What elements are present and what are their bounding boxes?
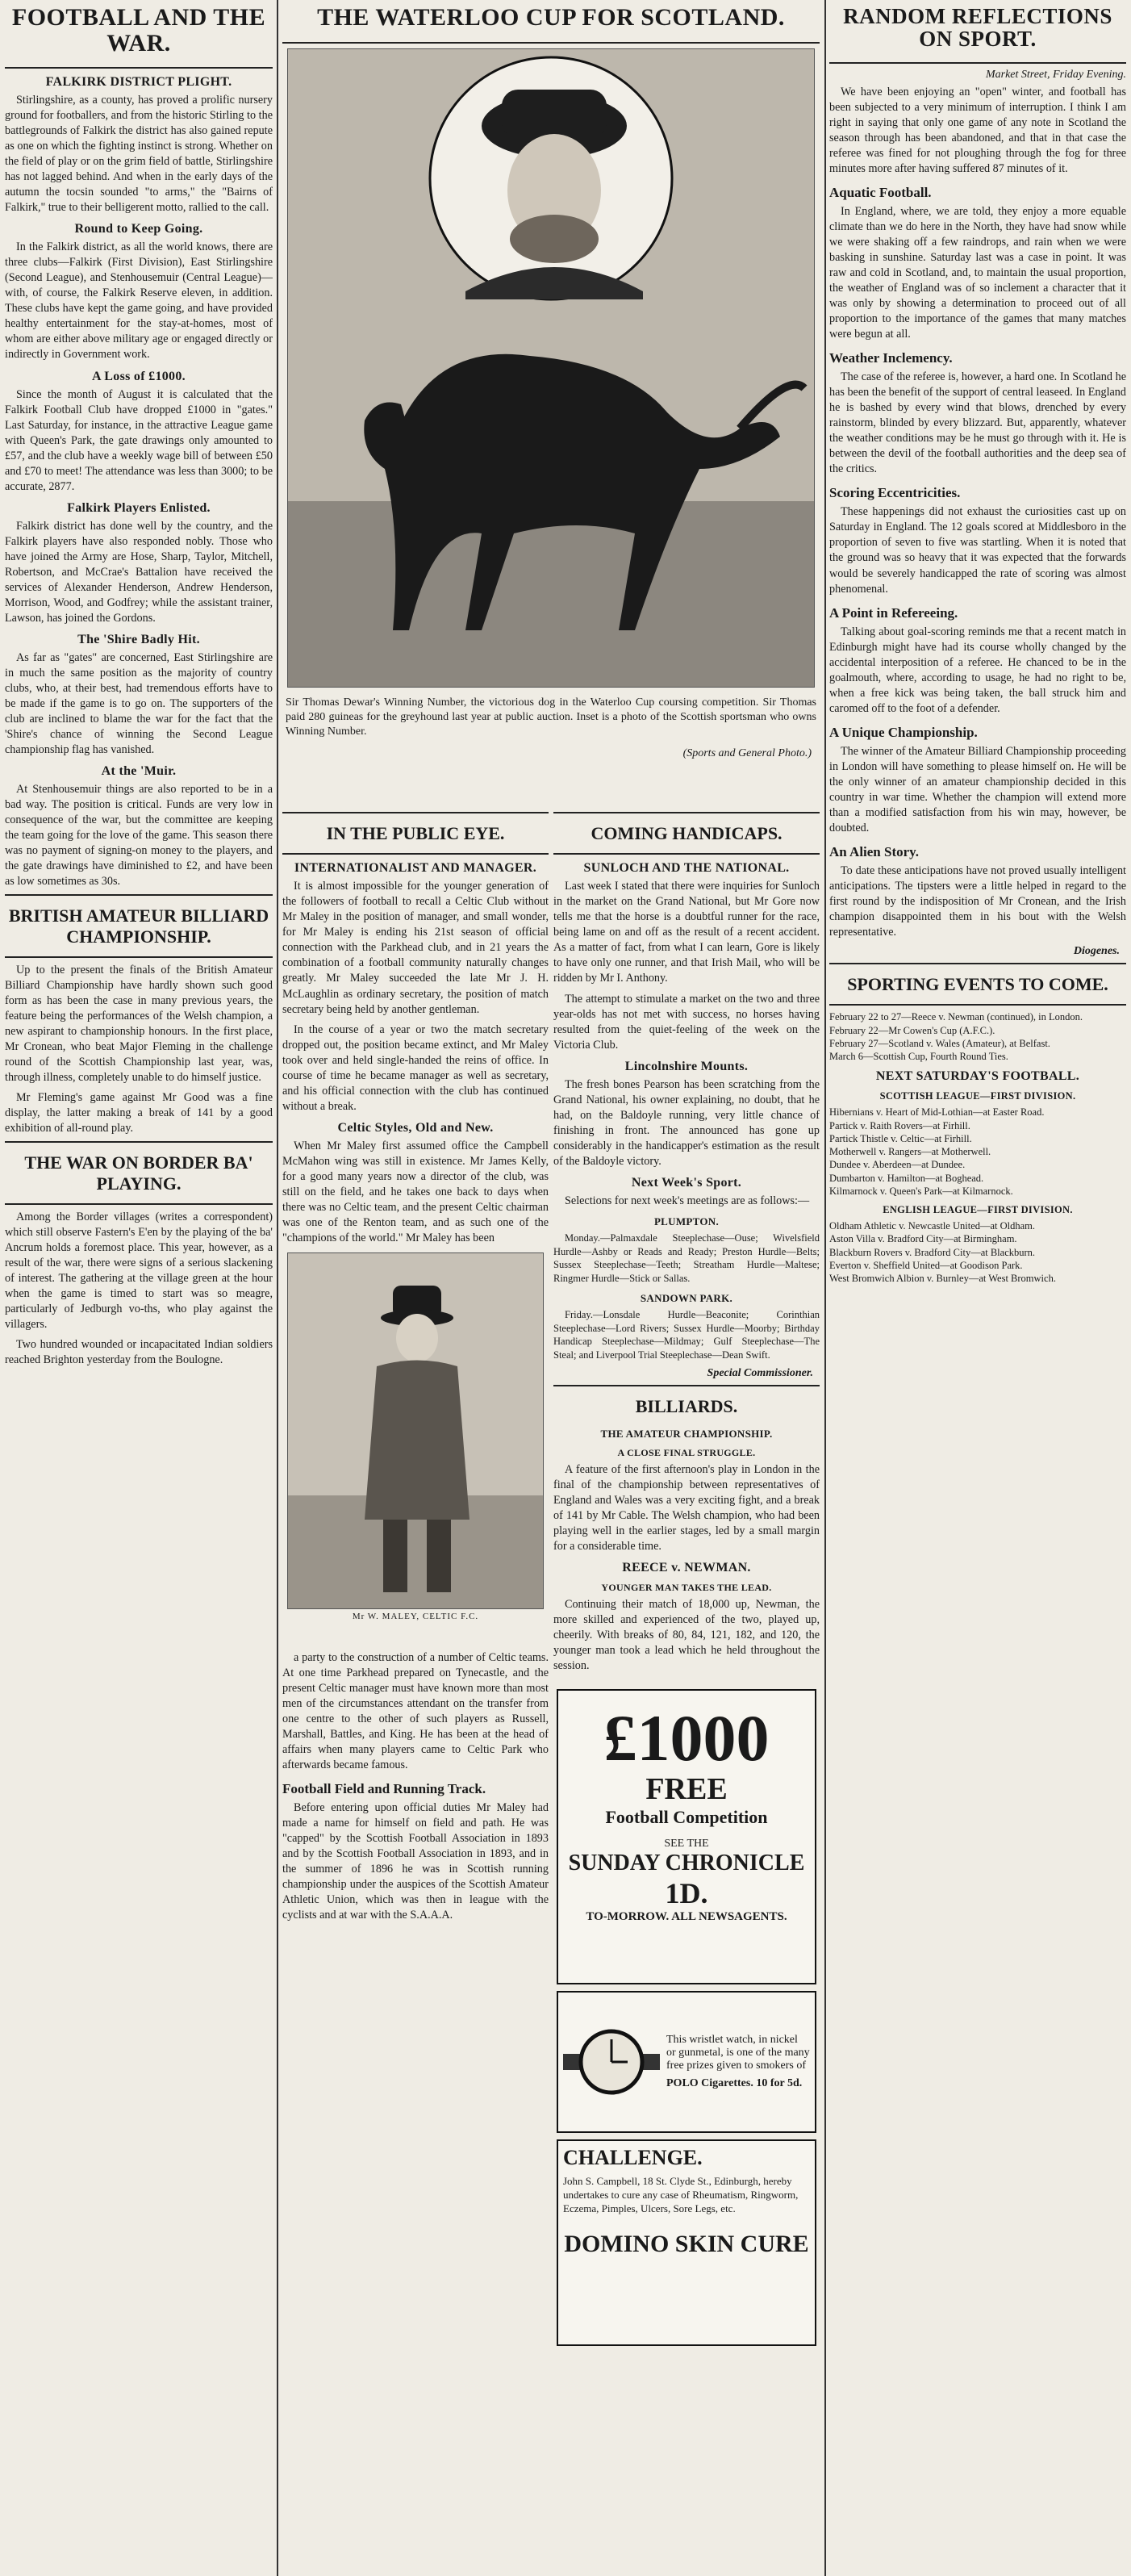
paper-name: SUNDAY CHRONICLE [568, 1850, 805, 1876]
section-title: Scoring Eccentricities. [829, 485, 961, 501]
section-title: Weather Inclemency. [829, 350, 953, 366]
signature: Diogenes. [1073, 945, 1120, 958]
fixtures-list: Hibernians v. Heart of Mid-Lothian—at Easter Road. Partick v. Raith Rovers—at Firhill. Partick Thistle v. Celtic—at Firhill. Motherwell v. Rangers—at Motherwell. Dundee v. Aberdeen—at Dundee. Dumbarton v. Hamilton—at Boghead. Kilmarnock v. Queen's Park—at Kilmarnock. [829, 1106, 1045, 1197]
article-paragraph: When Mr Maley first assumed office the Campbell McMahon wing was still in existence. Mr James Kelly, for a good many years now a director of the club, was still on the field, and he takes one back to days when there was no Celtic team, and the present Celtic chairman was one of the Renton team, and as such one of the "champions of the world." Mr Maley has been [282, 1139, 549, 1244]
section-title: The 'Shire Badly Hit. [77, 632, 200, 646]
heading-sporting-events: SPORTING EVENTS TO COME. [847, 974, 1108, 995]
article-paragraph: As far as "gates" are concerned, East Stirlingshire are in much the same position as the majority of country clubs, who, at their best, had tremendous efforts have to be made if the game is to go on. The supporters of the club are inclined to blame the war for the fact that the 'Shire's chance of winning the Second League championship flag has vanished. [5, 650, 273, 757]
article-paragraph: It is almost impossible for the younger generation of the followers of football to recall a Celtic Club without Mr Maley in the position of manager, and small wonder, for Mr Maley is ending his 21st season of official connection with the Parkhead club, and in 21 years the combination of a football community naturally changes greatly. Mr Maley succeeded the late Mr J. H. McLaughlin as ordinary secretary, the position of match secretary being held by another gentleman. [282, 880, 549, 1016]
article-paragraph: These happenings did not exhaust the curiosities cast up on Saturday in England. The 12 goals scored at Middlesboro in the proportion of seven to five was startling. When it is noted that the ground was so heavy that it was expected that the forwards would be severely handicapped the rate of scoring was almost phenomenal. [829, 505, 1126, 596]
subhead-internationalist: INTERNATIONALIST AND MANAGER. [294, 861, 537, 876]
section-title: Lincolnshire Mounts. [624, 1059, 749, 1073]
heading-public-eye: IN THE PUBLIC EYE. [326, 823, 505, 843]
photo-caption: Sir Thomas Dewar's Winning Number, the victorious dog in the Waterloo Cup coursing competition. Sir Thomas paid 280 guineas for the greyhound last year at public auction. Inset is a photo of the Scottish sportsman who owns Winning Number. [286, 696, 816, 738]
article-paragraph: The case of the referee is, however, a hard one. In Scotland he has been the benefit of the support of central leaseed. In England he is bashed by every wind that blows, drenched by every rainstorm, blinded by every blizzard. But, apparently, whatever the weather conditions may be he must go through with it. He is between the devil of the football authorities and the deep sea of the critics. [829, 370, 1126, 476]
article-paragraph: Since the month of August it is calculated that the Falkirk Football Club have dropped £1000 in "gates." Last Saturday, for instance, in the attractive League game with Queen's Park, the gate drawings only amounted to £57, and the club have a weekly wage bill of between £50 and £70 to meet! The attendance was less than 3000; to be accurate, 2877. [5, 387, 273, 493]
divider [553, 853, 820, 855]
section-title: Aquatic Football. [829, 184, 932, 200]
advertisements [553, 1683, 820, 2570]
prize-amount: £1000 [603, 1701, 770, 1775]
article-paragraph: Among the Border villages (writes a correspondent) which still observe Fastern's E'en by the playing of the ba' Ancrum holds a foremost place. This year, however, as a result of the war, there were signs of a serious slackening of interest. The gathering at the village green at the hour when the game is timed to start was so meagre, particularly of Jedburgh vo-ths, who play against the villagers. [5, 1210, 273, 1332]
newsagents-label: TO-MORROW. ALL NEWSAGENTS. [586, 1910, 787, 1923]
section-title: A Point in Refereeing. [829, 604, 958, 621]
divider [553, 812, 820, 813]
column-maley-continued [282, 1650, 549, 2576]
column-football-war [5, 0, 273, 2576]
photo-credit: (Sports and General Photo.) [682, 747, 812, 760]
challenge-title: CHALLENGE. [563, 2146, 703, 2169]
heading-border-ba: THE WAR ON BORDER BA' PLAYING. [24, 1152, 253, 1194]
column-rule [277, 0, 278, 2576]
selections: Monday.—Palmaxdale Steeplechase—Ouse; Wivelsfield Hurdle—Ashby or Reads and Ready; Preston Hurdle—Belts; Sussex Steeplechase—Teeth; Streatham Hurdle—Maltese; Ringmer Hurdle—Stick or Sallas. [553, 1232, 820, 1285]
billiards-subhead: THE AMATEUR CHAMPIONSHIP. [600, 1428, 773, 1441]
divider [5, 1141, 273, 1143]
divider [5, 67, 273, 69]
events-list: February 22 to 27—Reece v. Newman (continued), in London. February 22—Mr Cowen's Cup (A.F.C.). February 27—Scotland v. Wales (Amateur), at Belfast. March 6—Scottish Cup, Fourth Round Ties. [829, 1011, 1083, 1063]
english-fixtures-list: Oldham Athletic v. Newcastle United—at Oldham. Aston Villa v. Bradford City—at Birmingham. Blackburn Rovers v. Bradford City—at Blackburn. Everton v. Sheffield United—at Goodison Park. West Bromwich Albion v. Burnley—at West Bromwich. [829, 1220, 1056, 1285]
divider [829, 1004, 1126, 1006]
article-paragraph: Falkirk district has done well by the country, and the Falkirk players have also responded nobly. Those who have joined the Army are Hose, Sharp, Taylor, Mitchell, Robertson, and McCrae's Battalion have received the services of Alexander Henderson, Andrew Henderson, Morrison, Wood, and Godfrey; while the assistant trainer, Lawson, has joined the Gordons. [5, 519, 273, 625]
column-coming-handicaps [553, 807, 820, 1679]
article-paragraph: Continuing their match of 18,000 up, Newman, the more skilled and experienced of the two, played up, cheerily. With breaks of 80, 84, 121, 182, and 120, the younger man took a lead which he held throughout the session. [553, 1598, 820, 1673]
divider [829, 963, 1126, 964]
article-paragraph: Up to the present the finals of the British Amateur Billiard Championship have hardly shown such good form as has been the case in many previous years, the feature being the performances of the Welsh champion, a new aspirant to championship honours. In the first place, Mr Cronean, who beat Major Fleming in the challenge round of the Scottish Championship last year, was, through illness, completely unable to do himself justice. [5, 963, 273, 1085]
see-label: SEE THE [664, 1838, 709, 1850]
greyhound-photo [287, 48, 815, 688]
divider [282, 42, 820, 44]
domino-brand: DOMINO SKIN CURE [564, 2230, 809, 2257]
heading-waterloo-cup: THE WATERLOO CUP FOR SCOTLAND. [317, 4, 785, 31]
billiards-subhead-2: A CLOSE FINAL STRUGGLE. [617, 1447, 756, 1459]
section-title: Next Week's Sport. [631, 1175, 742, 1190]
divider [829, 62, 1126, 64]
article-paragraph: Stirlingshire, as a county, has proved a prolific nursery ground for footballers, and from the historic Stirling to the battlegrounds of Falkirk the district has also gained repute as one on which the fighting instinct is strong. Whether on the field of play or on the grim field of battle, Stirlingshire has not lagged behind. And when in the early days of the autumn the tocsin sounded "to arms," the "Bairns of Falkirk," true to their belligerent motto, rallied to the call. [5, 94, 273, 215]
section-title: An Alien Story. [829, 843, 919, 859]
polo-ad [557, 1991, 816, 2133]
heading-billiards: BILLIARDS. [635, 1395, 738, 1416]
article-paragraph: Talking about goal-scoring reminds me that a recent match in Edinburgh might have had its course wholly changed by the accidental interposition of a referee. He chanced to be in the goalmouth, where, according to usage, he had no right to be, when a free kick was being taken, the ball struck him and caromed off to the foot of a defender. [829, 625, 1126, 715]
selections: Friday.—Lonsdale Hurdle—Beaconite; Corinthian Steeplechase—Lord Rivers; Sussex Hurdle—Moorby; Birthday Handicap Steeplechase—Mildmay; Gulf Steeplechase—The Steal; and Liverpool Trial Steeplechase—Dean Swift. [553, 1308, 820, 1361]
fixtures-subhead: SCOTTISH LEAGUE—FIRST DIVISION. [879, 1090, 1076, 1102]
free-label: FREE [645, 1772, 728, 1806]
section-title: Football Field and Running Track. [282, 1781, 486, 1797]
article-paragraph: Last week I stated that there were inquiries for Sunloch in the market on the Grand National, but Mr Gore now tells me that the horse is a doubtful runner for the race, being lame on and off as the result of a recent accident. As a matter of fact, from what I can learn, Gore is likely to have only one runner, and that Irish Mail, who will be ridden by Mr I. Anthony. [553, 880, 820, 985]
challenge-text: John S. Campbell, 18 St. Clyde St., Edinburgh, hereby undertakes to cure any case of Rheumatism, Ringworm, Eczema, Pimples, Ulcers, Sore Legs, etc. [563, 2175, 799, 2214]
heading-random-reflections: RANDOM REFLECTIONS ON SPORT. [843, 4, 1112, 52]
heading-football-war: FOOTBALL AND THE WAR. [11, 4, 266, 56]
column-random-reflections [829, 0, 1126, 2576]
divider [5, 894, 273, 896]
heading-billiard-championship: BRITISH AMATEUR BILLIARD CHAMPIONSHIP. [8, 905, 269, 947]
fixtures-heading: NEXT SATURDAY'S FOOTBALL. [875, 1069, 1080, 1084]
article-paragraph: Mr Fleming's game against Mr Good was a fine display, the latter making a break of 141 by a good exhibition of all-round play. [5, 1091, 273, 1135]
english-fixtures-subhead: ENGLISH LEAGUE—FIRST DIVISION. [883, 1204, 1073, 1216]
section-title: A Unique Championship. [829, 724, 978, 740]
watch-brand: POLO Cigarettes. 10 for 5d. [666, 2077, 803, 2089]
article-paragraph: We have been enjoying an "open" winter, and football has been subjected to a very minimum of interruption. I think I am right in saying that only one game of any note in Scotland the season through has been abandoned, and that in that case the referee was fined for not ploughing through the fog for three minutes more after having suffered 87 minutes of it. [829, 85, 1126, 175]
article-paragraph: Two hundred wounded or incapacitated Indian soldiers reached Brighton yesterday from the Boulogne. [5, 1338, 273, 1367]
section-title: Falkirk Players Enlisted. [67, 500, 211, 515]
watch-icon [563, 2014, 660, 2110]
article-paragraph: In the Falkirk district, as all the world knows, there are three clubs—Falkirk (First Division), East Stirlingshire (Second League), and Stenhousemuir (Central League)—with, of course, the Falkirk Reserve eleven, in addition. These clubs have kept the game going, and have provided healthy entertainment for the stay-at-homes, most of whom are either above military age or engaged directly or indirectly in Government work. [5, 240, 273, 362]
competition-label: Football Competition [605, 1807, 768, 1827]
divider [5, 1203, 273, 1205]
article-paragraph: At Stenhousemuir things are also reported to be in a bad way. The position is critical. Funds are very low in consequence of the war, but the committee are keeping the team going for the love of the game. This season there was no payment of signing-on money to the players, and the gate drawings have diminished to £2, and have been as low sometimes as 30s. [5, 783, 273, 889]
domino-ad [557, 2139, 816, 2346]
section-title: At the 'Muir. [101, 764, 177, 779]
watch-text: This wristlet watch, in nickel or gunmetal, is one of the many free prizes given to smokers of [666, 2034, 810, 2072]
section-title: Round to Keep Going. [74, 222, 203, 236]
article-paragraph: Selections for next week's meetings are as follows:— [565, 1194, 810, 1207]
meeting-title: SANDOWN PARK. [640, 1291, 733, 1304]
price-label: 1D. [665, 1877, 708, 1909]
article-paragraph: To date these anticipations have not proved usually intelligent anticipations. The tipsters were a little helped in regard to the first round by the indisposition of Mr Cronean, and the Irish champion disappointed them in his bout with the Welsh representative. [829, 864, 1126, 939]
meeting-title: PLUMPTON. [653, 1215, 720, 1227]
divider [5, 956, 273, 958]
divider [282, 853, 549, 855]
subhead-falkirk: FALKIRK DISTRICT PLIGHT. [45, 75, 232, 89]
article-paragraph: a party to the construction of a number of Celtic teams. At one time Parkhead prepared on Tynecastle, and the present Celtic manager must have known more than most men of the circumstances attendant on the transfer from one centre to the other of such players as Russell, Marshall, Battles, and King. He has been at the head of affairs when many players came to Celtic Park who afterwards became famous. [282, 1651, 549, 1772]
article-paragraph: The winner of the Amateur Billiard Championship proceeding in London will have something to please himself on. He will be the only winner of an amateur championship decided in this country in war time. Whether the champion will extend more than a modified satisfaction from his win may, however, be doubted. [829, 744, 1126, 834]
maley-caption: Mr W. MALEY, CELTIC F.C. [352, 1611, 479, 1621]
subhead-sunloch: SUNLOCH AND THE NATIONAL. [583, 861, 790, 876]
reece-subhead: YOUNGER MAN TAKES THE LEAD. [601, 1582, 772, 1594]
reece-heading: REECE v. NEWMAN. [622, 1561, 751, 1575]
sunday-chronicle-ad [557, 1689, 816, 1984]
article-paragraph: In England, where, we are told, they enjoy a more equable climate than we do here in the North, they have had snow while we were shaking off a few raindrops, and rain when we were basking in sunshine. Saturday last was a case in point. It was raw and cold in Scotland, and, to maintain the usual proportion, the weather of England was of so inclement a character that it was only by showing a determination to proceed out of all proportion to the importance of the games that many matches were begun at all. [829, 204, 1126, 341]
heading-coming-handicaps: COMING HANDICAPS. [591, 823, 783, 843]
article-paragraph: The fresh bones Pearson has been scratching from the Grand National, his owner explaining, no doubt, that he had, on the Baldoyle running, very little chance of finishing in front. The announced has gone up considerably in the handicapper's estimation as the result of the Baldoyle victory. [553, 1077, 820, 1168]
column-public-eye [282, 807, 549, 1646]
column-rule [824, 0, 826, 2576]
signature: Special Commissioner. [707, 1366, 813, 1379]
divider [282, 812, 549, 813]
dateline: Market Street, Friday Evening. [985, 68, 1126, 81]
article-paragraph: A feature of the first afternoon's play in London in the final of the championship between representatives of England and Wales was a very exciting fight, and a break of 141 by Mr Cable. The Welsh champion, who had been playing well in the earlier stages, led by a small margin for a considerable time. [553, 1463, 820, 1554]
article-paragraph: The attempt to stimulate a market on the two and three year-olds has not met with success, no horses having resulted from the quiet-feeling of the week on the Victoria Club. [553, 992, 820, 1052]
maley-photo [287, 1252, 544, 1609]
section-title: A Loss of £1000. [92, 369, 186, 383]
maley-illustration [288, 1253, 544, 1608]
article-paragraph: Before entering upon official duties Mr Maley had made a name for himself on field and path. He was "capped" by the Scottish Football Association in 1893 and by the Scottish Football Association in 1893, and in the summer of 1896 he was in Scottish running championship under the auspices of the Scottish Amateur Athletic Union, which was then in league with the cyclists and at war with the S.A.A.A. [282, 1801, 549, 1922]
divider [553, 1385, 820, 1386]
waterloo-cup-feature [282, 0, 820, 807]
greyhound-illustration [288, 49, 815, 687]
article-paragraph: In the course of a year or two the match secretary dropped out, the position became extinct, and Mr Maley took over and held single-handed the reins of office. In course of time he became manager as well as secretary, and his official connection with the club has continued without a break. [282, 1022, 549, 1113]
section-title: Celtic Styles, Old and New. [337, 1120, 494, 1135]
